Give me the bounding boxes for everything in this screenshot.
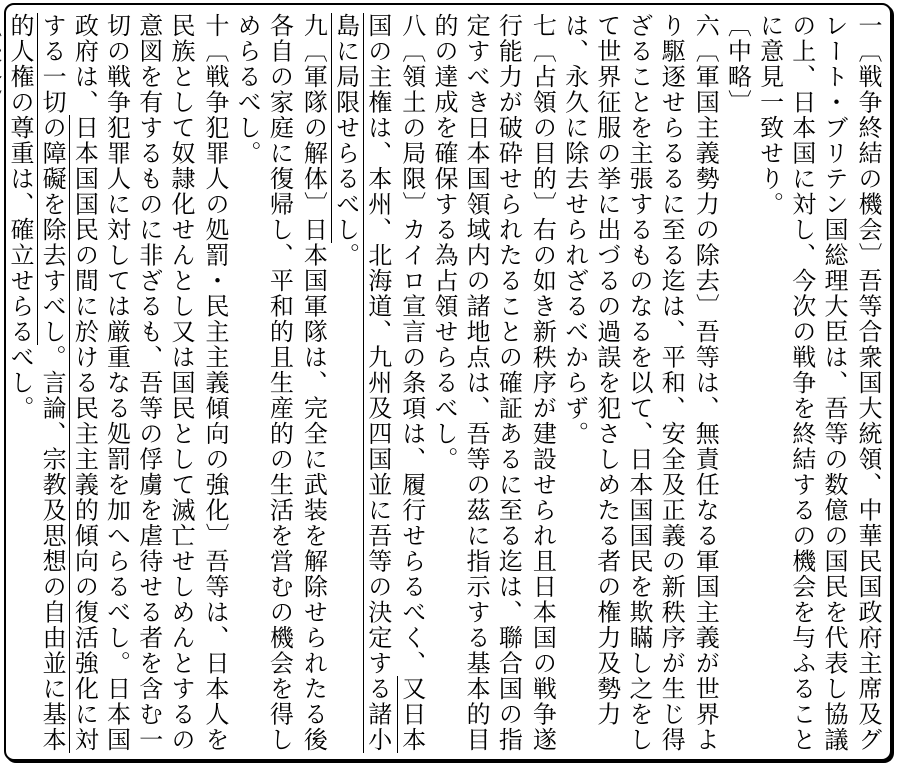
omission-text: 〔中略〕 [723,13,752,115]
article-number: 一 [854,13,882,39]
article-text: 日本国軍隊は、完全に武装を解除せられたる後各自の家庭に復帰し、平和的且生産的の生活を営むの機会を得しめらるべし。 [233,13,328,753]
article-text: カイロ宣言の条項は、履行せらるべく、 [397,217,426,676]
article-number: 六 [691,13,720,39]
highlighted-text: 又日本国の主権は、本州、北海道、九州及四国並に吾等の決定する諸小島に局限せらるべし [331,13,426,753]
highlighted-text: 日本国国民の間に於ける民主主義的傾向の復活強化に対する一切の障礙を除去すべし [38,13,99,753]
article-8 [329,13,427,758]
article-6 [558,13,721,758]
article-number: 九 [299,13,328,39]
article-text: 吾等は、日本人を民族として奴隷化せんとし又は国民として滅亡せしめんとするの意図を有するものに非ざるも、吾等の俘虜を虐待せる者を含む一切の戦争犯罪人に対しては厳重なる処罰を加へらるべし。日本国政府は、 [70,13,229,753]
article-heading: 〔戦争終結の機会〕 [854,38,882,268]
article-heading: 〔領土の局限〕 [397,38,426,217]
article-1 [753,13,884,758]
article-number: 七 [528,13,557,39]
omission-text [0,13,2,115]
article-text-end: 。言論、宗教及思想の自由並に基本的人権の尊重は、確立せらるべし。 [5,13,67,753]
article-7 [428,13,559,758]
article-heading: 〔軍国主義勢力の除去〕 [691,38,720,319]
article-heading: 〔占領の目的〕 [528,38,557,217]
article-9 [231,13,329,758]
article-number: 八 [397,13,426,39]
document-body [0,13,884,758]
article-heading: 〔軍隊の解体〕 [299,38,328,217]
article-text: 吾等合衆国大統領、中華民国政府主席及グレート・ブリテン国総理大臣は、吾等の数億の国民を代表し協議の上、日本国に対し、今次の戦争を終結するの機会を与ふることに意見一致せり。 [755,13,882,753]
article-number: 十 [200,13,229,39]
article-text: 右の如き新秩序が建設せられ且日本国の戦争遂行能力が破砕せられたることの確証あるに至る迄は、聯合国の指定すべき日本国領域内の諸地点は、吾等の茲に指示する基本的目的の達成を確保する為占領せらるべし。 [429,13,557,753]
article-text: 吾等は、無責任なる軍国主義が世界より駆逐せらるるに至る迄は、平和、安全及正義の新秩序が生じ得ざることを主張するものなるを以て、日本国国民を欺瞞し之をして世界征服の挙に出づるの過誤を犯さしめたる者の権力及勢力は、永久に除去せられざるべからず。 [560,13,720,753]
document-frame [4,3,892,761]
omission-note-middle [721,13,753,758]
article-10 [4,13,231,758]
article-text-end: 。 [331,242,360,268]
article-heading: 〔戦争犯罪人の処罰・民主主義傾向の強化〕 [200,38,229,549]
